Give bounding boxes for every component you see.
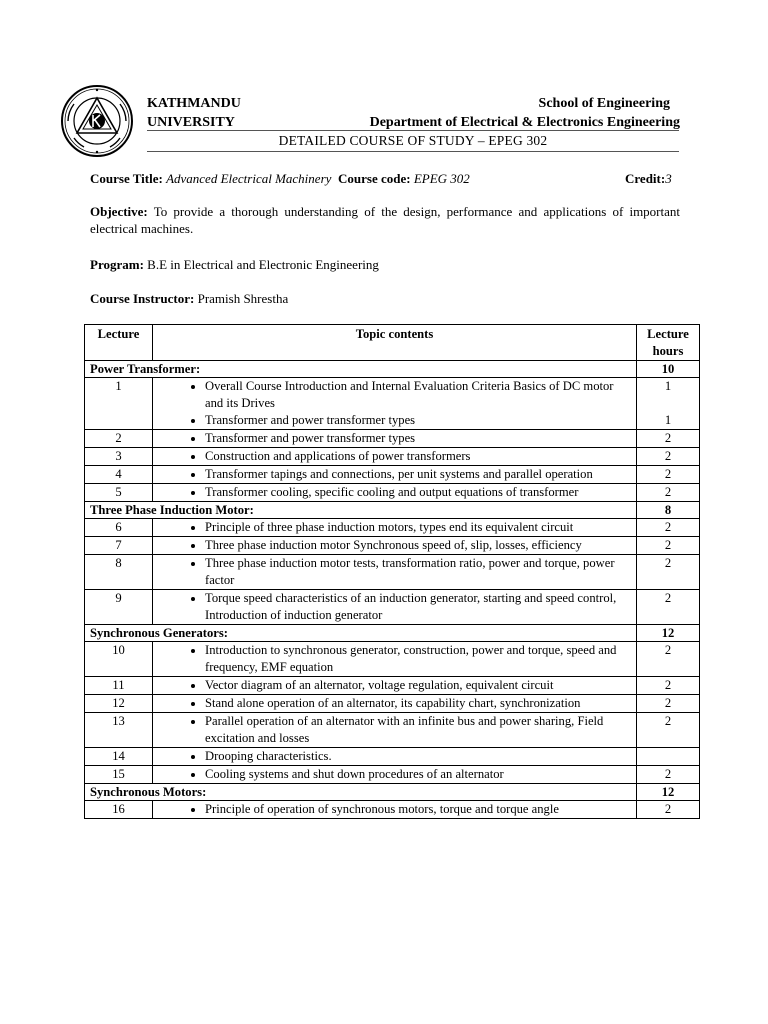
lecture-number: 6 <box>85 519 153 537</box>
section-name: Power Transformer: <box>85 361 637 378</box>
department-name: Department of Electrical & Electronics Engineering <box>369 115 680 130</box>
header-hours-line2: hours <box>652 344 684 358</box>
topic-item: • Three phase induction motor Synchronous speed of, slip, losses, efficiency <box>205 537 636 554</box>
credit-label: Credit: <box>625 171 666 186</box>
table-row <box>85 695 700 713</box>
topic-list <box>153 748 636 765</box>
lecture-hours <box>637 642 700 677</box>
hours-value: 1 <box>664 379 672 393</box>
table-row <box>85 448 700 466</box>
topic-item: • Principle of operation of synchronous motors, torque and torque angle <box>205 801 636 818</box>
table-row <box>85 466 700 484</box>
topic-contents <box>153 677 637 695</box>
lecture-number: 5 <box>85 484 153 502</box>
hours-value: 2 <box>664 802 672 816</box>
topic-contents <box>153 590 637 625</box>
topic-contents <box>153 448 637 466</box>
hours-value: 2 <box>664 696 672 710</box>
lecture-hours <box>637 378 700 430</box>
lecture-number: 16 <box>85 801 153 819</box>
section-hours: 10 <box>637 361 700 378</box>
topic-list <box>153 713 636 747</box>
lecture-hours <box>637 677 700 695</box>
lecture-number: 15 <box>85 766 153 784</box>
course-title-line <box>90 171 680 187</box>
topic-item: • Parallel operation of an alternator with an infinite bus and power sharing, Field excitation and losses <box>205 713 636 747</box>
header-hours-line1: Lecture <box>647 327 689 341</box>
lecture-hours <box>637 537 700 555</box>
topic-list <box>153 448 636 465</box>
topic-list <box>153 484 636 501</box>
section-row <box>85 784 700 801</box>
lecture-number: 10 <box>85 642 153 677</box>
section-row <box>85 502 700 519</box>
lecture-number: 12 <box>85 695 153 713</box>
topic-list <box>153 590 636 624</box>
topic-list <box>153 537 636 554</box>
instructor-value: Pramish Shrestha <box>197 291 289 306</box>
objective-value: To provide a thorough understanding of the design, performance and applications of important electrical machines. <box>90 204 681 236</box>
topic-list <box>153 519 636 536</box>
topic-item: • Drooping characteristics. <box>205 748 636 765</box>
lecture-number: 9 <box>85 590 153 625</box>
topic-item: • Introduction to synchronous generator, construction, power and torque, speed and frequency, EMF equation <box>205 642 636 676</box>
lecture-hours <box>637 466 700 484</box>
section-name: Synchronous Generators: <box>85 625 637 642</box>
program-label: Program: <box>90 257 144 272</box>
topic-contents <box>153 537 637 555</box>
program-line <box>90 257 379 273</box>
table-row <box>85 677 700 695</box>
section-name: Synchronous Motors: <box>85 784 637 801</box>
table-row <box>85 537 700 555</box>
lecture-hours <box>637 748 700 766</box>
table-row <box>85 378 700 430</box>
lecture-hours <box>637 519 700 537</box>
course-title-value: Advanced Electrical Machinery <box>166 171 332 186</box>
hours-value: 2 <box>664 467 672 481</box>
section-hours: 12 <box>637 784 700 801</box>
topic-list <box>153 801 636 818</box>
university-logo <box>60 84 134 158</box>
hours-value: 2 <box>664 556 672 570</box>
hours-value: 2 <box>664 767 672 781</box>
lecture-hours <box>637 766 700 784</box>
hours-value: 2 <box>664 449 672 463</box>
topic-list <box>153 642 636 676</box>
topic-list <box>153 466 636 483</box>
topic-item: • Cooling systems and shut down procedures of an alternator <box>205 766 636 783</box>
hours-value: 1 <box>664 413 672 427</box>
topic-contents <box>153 519 637 537</box>
course-table <box>84 324 700 819</box>
header-topic: Topic contents <box>153 325 637 361</box>
topic-contents <box>153 430 637 448</box>
lecture-hours <box>637 695 700 713</box>
table-row <box>85 519 700 537</box>
lecture-hours <box>637 801 700 819</box>
hours-value: 2 <box>664 643 672 657</box>
course-code <box>338 171 470 187</box>
lecture-hours <box>637 448 700 466</box>
topic-item: • Three phase induction motor tests, transformation ratio, power and torque, power factor <box>205 555 636 589</box>
lecture-number: 13 <box>85 713 153 748</box>
topic-list <box>153 378 636 429</box>
topic-contents <box>153 713 637 748</box>
lecture-number: 4 <box>85 466 153 484</box>
topic-item: • Principle of three phase induction motors, types end its equivalent circuit <box>205 519 636 536</box>
header-lecture: Lecture <box>85 325 153 361</box>
lecture-hours <box>637 713 700 748</box>
header-rule-top <box>147 130 679 131</box>
topic-contents <box>153 801 637 819</box>
lecture-hours <box>637 590 700 625</box>
topic-contents <box>153 642 637 677</box>
lecture-number: 2 <box>85 430 153 448</box>
topic-item: • Overall Course Introduction and Internal Evaluation Criteria Basics of DC motor and its Drives <box>205 378 636 412</box>
topic-item: • Transformer tapings and connections, per unit systems and parallel operation <box>205 466 636 483</box>
table-row <box>85 801 700 819</box>
lecture-hours <box>637 555 700 590</box>
topic-contents <box>153 748 637 766</box>
table-header-row <box>85 325 700 361</box>
section-hours: 8 <box>637 502 700 519</box>
topic-item: • Transformer and power transformer types <box>205 412 636 429</box>
course-table-body <box>85 361 700 819</box>
section-name: Three Phase Induction Motor: <box>85 502 637 519</box>
topic-list <box>153 766 636 783</box>
header-hours <box>637 325 700 361</box>
table-row <box>85 748 700 766</box>
course-credit <box>625 171 672 187</box>
table-row <box>85 555 700 590</box>
instructor-label: Course Instructor: <box>90 291 195 306</box>
topic-list <box>153 430 636 447</box>
course-title-label: Course Title: <box>90 171 163 186</box>
hours-value: 2 <box>664 520 672 534</box>
hours-value: 2 <box>664 538 672 552</box>
lecture-number: 14 <box>85 748 153 766</box>
section-hours: 12 <box>637 625 700 642</box>
university-name <box>147 94 241 132</box>
table-row <box>85 590 700 625</box>
topic-list <box>153 695 636 712</box>
school-name: School of Engineering <box>538 96 670 111</box>
university-name-line2: UNIVERSITY <box>147 115 235 130</box>
table-row <box>85 766 700 784</box>
course-code-label: Course code: <box>338 171 411 186</box>
header-rule-bottom <box>147 151 679 152</box>
topic-contents <box>153 695 637 713</box>
topic-list <box>153 677 636 694</box>
hours-value: 2 <box>664 431 672 445</box>
lecture-hours <box>637 484 700 502</box>
topic-item: • Stand alone operation of an alternator, its capability chart, synchronization <box>205 695 636 712</box>
table-row <box>85 484 700 502</box>
topic-item: • Torque speed characteristics of an induction generator, starting and speed control, Introduction of induction generator <box>205 590 636 624</box>
topic-item: • Construction and applications of power transformers <box>205 448 636 465</box>
topic-item: • Vector diagram of an alternator, voltage regulation, equivalent circuit <box>205 677 636 694</box>
instructor-line <box>90 291 288 307</box>
hours-value: 2 <box>664 485 672 499</box>
table-row <box>85 713 700 748</box>
topic-list <box>153 555 636 589</box>
credit-value: 3 <box>665 171 672 186</box>
topic-contents <box>153 466 637 484</box>
topic-item: • Transformer and power transformer types <box>205 430 636 447</box>
university-name-line1: KATHMANDU <box>147 96 241 111</box>
school-block <box>369 94 680 132</box>
course-code-value: EPEG 302 <box>413 171 470 186</box>
topic-contents <box>153 378 637 430</box>
topic-item: • Transformer cooling, specific cooling and output equations of transformer <box>205 484 636 501</box>
topic-contents <box>153 555 637 590</box>
hours-value: 2 <box>664 678 672 692</box>
program-value: B.E in Electrical and Electronic Engineering <box>147 257 379 272</box>
section-row <box>85 625 700 642</box>
objective-label: Objective: <box>90 204 148 219</box>
document-title: DETAILED COURSE OF STUDY – EPEG 302 <box>278 133 548 148</box>
lecture-hours <box>637 430 700 448</box>
lecture-number: 7 <box>85 537 153 555</box>
lecture-number: 11 <box>85 677 153 695</box>
table-row <box>85 430 700 448</box>
lecture-number: 1 <box>85 378 153 430</box>
lecture-number: 3 <box>85 448 153 466</box>
lecture-number: 8 <box>85 555 153 590</box>
table-row <box>85 642 700 677</box>
hours-value: 2 <box>664 591 672 605</box>
topic-contents <box>153 484 637 502</box>
topic-contents <box>153 766 637 784</box>
section-row <box>85 361 700 378</box>
objective-paragraph <box>90 203 680 237</box>
hours-value: 2 <box>664 714 672 728</box>
